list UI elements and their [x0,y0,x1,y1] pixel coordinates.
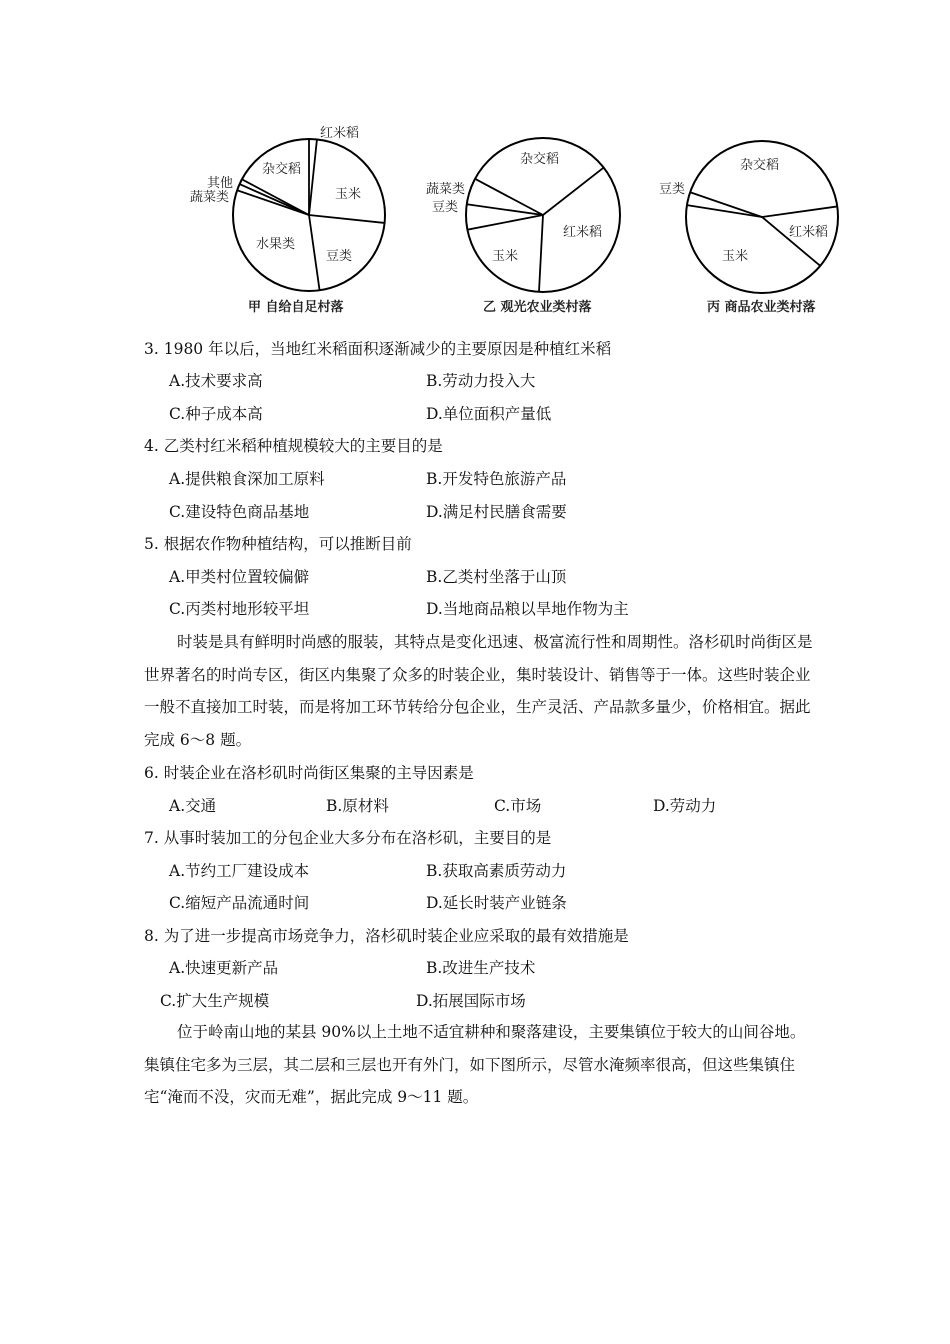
chart-bing [659,141,838,315]
chart-jia [190,125,385,315]
q7-option-b[interactable]: B.获取高素质劳动力 [426,862,567,880]
q7-option-a[interactable]: A.节约工厂建设成本 [169,862,310,880]
chart-bing-label-doulei: 豆类 [659,182,686,197]
chart-bing-divider-2 [762,206,837,217]
chart-yi-label-doulei: 豆类 [432,200,459,215]
passage-lingnan-text: 位于岭南山地的某县 90%以上土地不适宜耕种和聚落建设，主要集镇位于较大的山间谷地。集镇住宅多为三层，其二层和三层也开有外门，如下图所示，尽管水淹频率很高，但这些集镇住宅“淹而不没，灾而无难”，据此完成 9～11 题。 [144,1023,806,1107]
q7-option-c[interactable]: C.缩短产品流通时间 [169,894,310,912]
q5-option-a[interactable]: A.甲类村位置较偏僻 [169,568,310,586]
q4-option-a[interactable]: A.提供粮食深加工原料 [169,470,325,488]
chart-jia-divider-3 [309,215,385,223]
q4-option-b[interactable]: B.开发特色旅游产品 [426,470,567,488]
chart-jia-divider-5 [237,190,309,215]
pie-charts-figure [0,0,950,330]
chart-yi-label-shucailei: 蔬菜类 [426,182,466,197]
q4-option-c[interactable]: C.建设特色商品基地 [169,503,310,521]
q5-option-c[interactable]: C.丙类村地形较平坦 [169,600,310,618]
chart-yi-label-hongmidao: 红米稻 [563,225,603,240]
q3-option-c[interactable]: C.种子成本高 [169,405,263,423]
chart-jia-label-doulei: 豆类 [326,249,353,264]
chart-jia-caption: 甲 自给自足村落 [248,300,344,315]
chart-yi-divider-2 [543,168,604,215]
q6-stem: 6. 时装企业在洛杉矶时尚街区集聚的主导因素是 [144,764,474,782]
chart-bing-divider-1 [690,192,762,217]
chart-yi-label-yumi: 玉米 [492,249,519,264]
q8-option-b[interactable]: B.改进生产技术 [426,959,536,977]
chart-jia-divider-4 [309,215,320,290]
chart-yi [426,138,620,315]
q8-option-a[interactable]: A.快速更新产品 [169,959,279,977]
chart-jia-label-yumi: 玉米 [335,187,362,202]
q5-option-b[interactable]: B.乙类村坐落于山顶 [426,568,567,586]
chart-yi-divider-3 [539,215,543,292]
q6-option-a[interactable]: A.交通 [169,797,217,815]
chart-jia-label-hongmidao: 红米稻 [320,126,360,141]
q6-option-b[interactable]: B.原材料 [326,797,389,815]
chart-jia-divider-7 [242,179,309,215]
chart-bing-caption: 丙 商品农业类村落 [707,300,816,315]
q6-option-c[interactable]: C.市场 [494,797,542,815]
chart-jia-label-qita: 其他 [207,176,234,191]
q6-option-d[interactable]: D.劳动力 [653,797,717,815]
chart-jia-label-shuiguolei: 水果类 [256,237,296,252]
chart-yi-label-zajiaodao: 杂交稻 [520,152,560,167]
passage-fashion [144,626,814,756]
chart-jia-label-zajiaodao: 杂交稻 [262,162,302,177]
q5-option-d[interactable]: D.当地商品粮以旱地作物为主 [426,600,629,618]
chart-bing-label-yumi: 玉米 [722,249,749,264]
chart-bing-divider-4 [687,205,762,217]
q3-option-a[interactable]: A.技术要求高 [169,372,263,390]
q7-stem: 7. 从事时装加工的分包企业大多分布在洛杉矶，主要目的是 [144,829,552,847]
q8-stem: 8. 为了进一步提高市场竞争力，洛杉矶时装企业应采取的最有效措施是 [144,927,629,945]
q3-option-d[interactable]: D.单位面积产量低 [426,405,552,423]
q8-option-c[interactable]: C.扩大生产规模 [160,992,270,1010]
q8-option-d[interactable]: D.拓展国际市场 [416,992,526,1010]
chart-jia-divider-2 [309,139,317,215]
chart-yi-divider-4 [467,215,543,230]
passage-lingnan [144,1016,814,1114]
q4-stem: 4. 乙类村红米稻种植规模较大的主要目的是 [144,437,443,455]
q3-option-b[interactable]: B.劳动力投入大 [426,372,536,390]
q3-stem: 3. 1980 年以后，当地红米稻面积逐渐减少的主要原因是种植红米稻 [144,340,612,358]
passage-fashion-text: 时装是具有鲜明时尚感的服装，其特点是变化迅速、极富流行性和周期性。洛杉矶时尚街区是世界著名的时尚专区，街区内集聚了众多的时装企业，集时装设计、销售等于一体。这些时装企业一般不直接加工时装，而是将加工环节转给分包企业，生产灵活、产品款多量少，价格相宜。据此完成 6～8 题。 [144,633,813,749]
q7-option-d[interactable]: D.延长时装产业链条 [426,894,567,912]
chart-yi-caption: 乙 观光农业类村落 [483,300,592,315]
q4-option-d[interactable]: D.满足村民膳食需要 [426,503,567,521]
chart-bing-label-hongmidao: 红米稻 [789,225,829,240]
q5-stem: 5. 根据农作物种植结构，可以推断目前 [144,535,412,553]
chart-jia-label-shucailei: 蔬菜类 [190,190,230,205]
chart-bing-label-zajiaodao: 杂交稻 [740,158,780,173]
